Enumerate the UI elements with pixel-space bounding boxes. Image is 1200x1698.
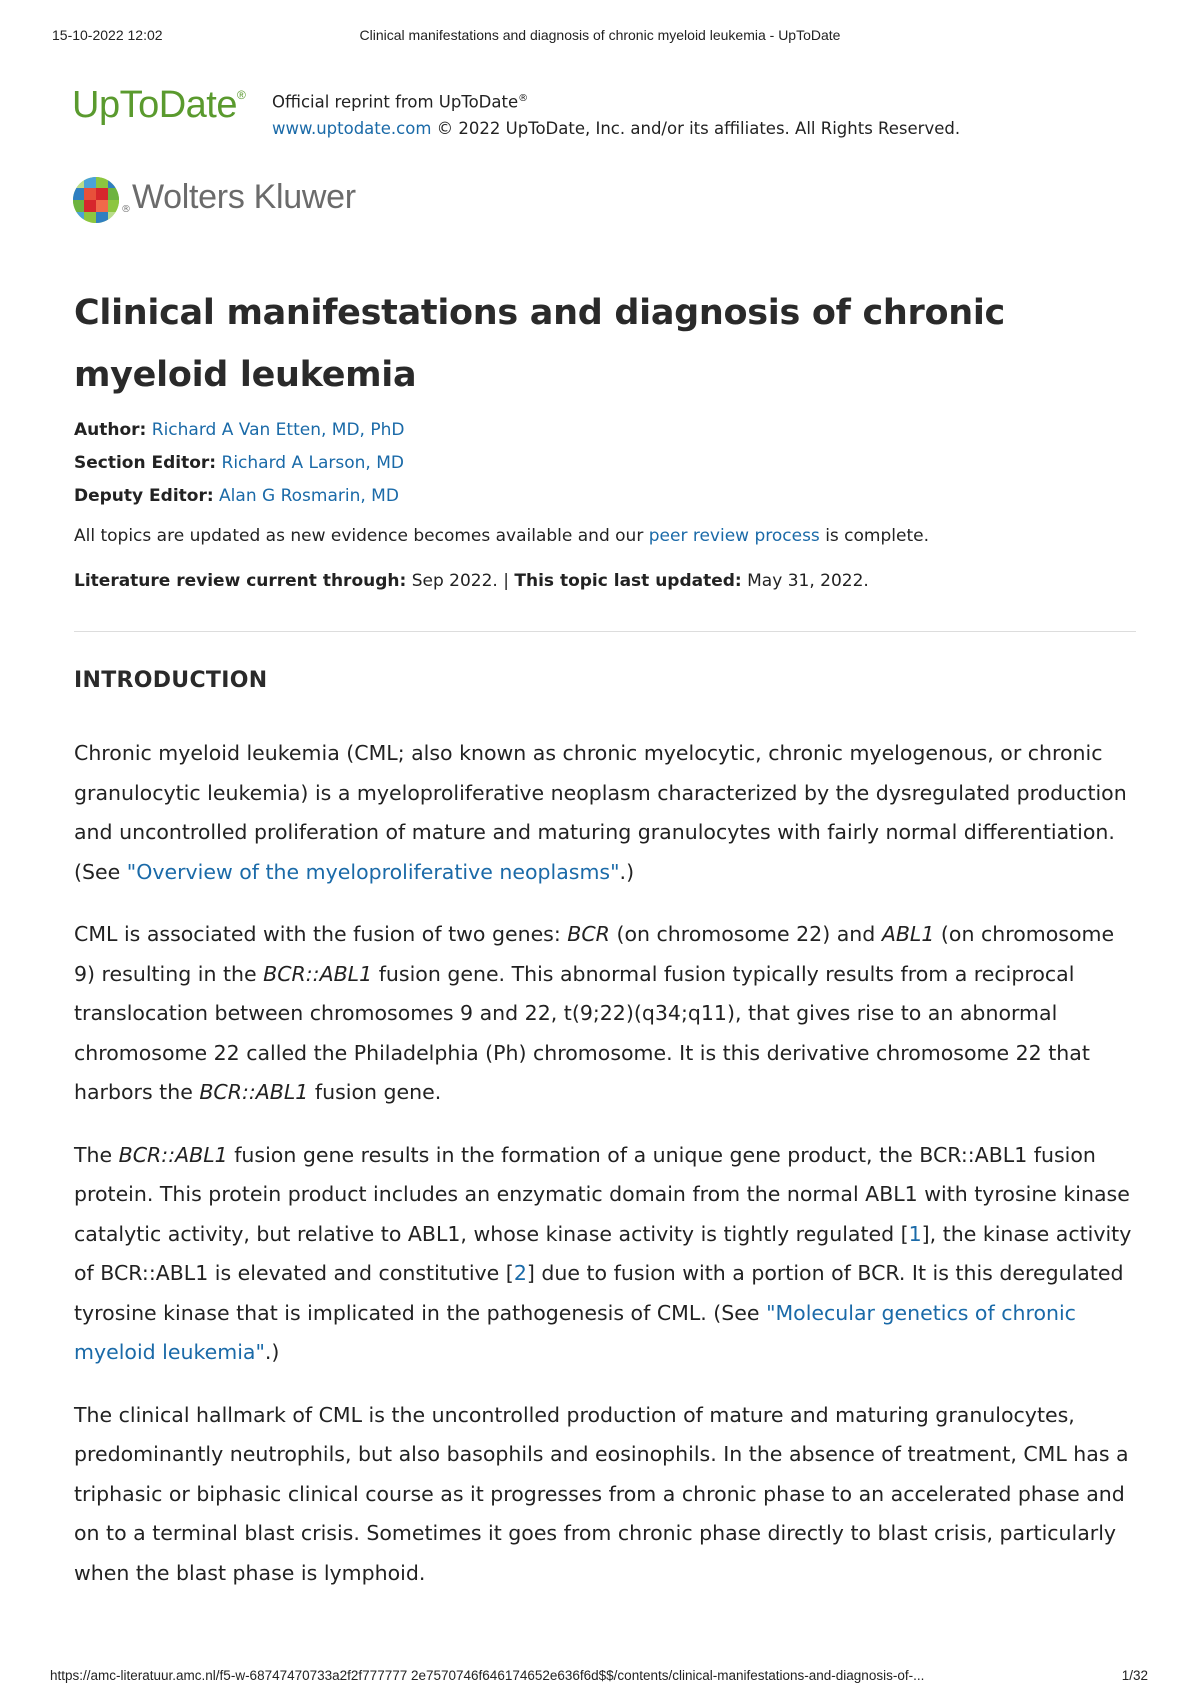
last-updated-label: This topic last updated: [514, 571, 742, 591]
intro-paragraph-1 [74, 734, 1136, 892]
mpn-overview-link[interactable]: "Overview of the myeloproliferative neoplasms" [126, 859, 620, 884]
wolters-kluwer-mosaic-icon [72, 176, 120, 224]
reference-link-1[interactable]: 1 [908, 1221, 922, 1246]
author-line [74, 414, 1136, 447]
peer-review-link[interactable]: peer review process [648, 526, 820, 546]
gene-bcr-abl1: BCR::ABL1 [118, 1142, 228, 1167]
lit-review-value: Sep 2022. [411, 571, 498, 591]
reprint-banner [72, 80, 1132, 140]
intro-p2-text: fusion gene. This abnormal fusion typically results from a reciprocal translocation between chromosomes 9 and 22, t(9;22)(q34;q11), that gives rise to an abnormal chromosome 22 called the Philadelphia (Ph) chromosome. It is this derivative chromosome 22 that harbors the [74, 961, 1090, 1104]
review-dates [74, 569, 1136, 593]
lit-review-label: Literature review current through: [74, 571, 407, 591]
gene-abl1: ABL1 [881, 922, 935, 946]
intro-p3-text: fusion gene results in the formation of a unique gene product, the BCR::ABL1 fusion protein. This protein product includes an enzymatic domain from the normal ABL1 with tyrosine kinase catalytic activity, but relative to ABL1, whose kinase activity is tightly regulated [ [74, 1142, 1130, 1246]
print-header [52, 27, 1148, 47]
print-url: https://amc-literatuur.amc.nl/f5-w-68747470733a2f2f777777 2e7570746f646174652e636f6d$$/contents/clinical-manifestations-and-diagnosis-of-... [50, 1668, 925, 1683]
intro-p1-end: .) [619, 859, 635, 884]
page-number: 1/32 [1121, 1668, 1148, 1683]
section-editor-link[interactable]: Richard A Larson, MD [221, 453, 404, 473]
deputy-editor-label: Deputy Editor: [74, 486, 214, 506]
publisher-mark: ® [121, 204, 131, 215]
molecular-genetics-link[interactable]: "Molecular genetics of chronic myeloid leukemia" [74, 1300, 1076, 1364]
reprint-notice [272, 86, 960, 142]
intro-paragraph-4: The clinical hallmark of CML is the uncontrolled production of mature and maturing granulocytes, predominantly neutrophils, but also basophils and eosinophils. In the absence of treatment, CML has a triphasic or biphasic clinical course as it progresses from a chronic phase to an accelerated phase and on to a terminal blast crisis. Sometimes it goes from chronic phase directly to blast crisis, particularly when the blast phase is lymphoid. [74, 1402, 1129, 1585]
intro-p2-text: fusion gene. [314, 1080, 442, 1104]
update-policy-end: is complete. [825, 526, 929, 546]
update-policy [74, 524, 1136, 548]
last-updated-value: May 31, 2022. [747, 571, 869, 591]
intro-p3-text: ] due to fusion with a portion of BCR. It is this deregulated tyrosine kinase that is implicated in the pathogenesis of CML. (See [74, 1261, 1124, 1325]
update-policy-text: All topics are updated as new evidence becomes available and our [74, 526, 644, 546]
gene-bcr: BCR [567, 922, 610, 946]
uptodate-logo-text: UpToDate [72, 84, 237, 126]
review-divider: | [503, 571, 509, 591]
intro-p1-text: Chronic myeloid leukemia (CML; also known as chronic myelocytic, chronic myelogenous, or chronic granulocytic leukemia) is a myeloproliferative neoplasm characterized by the dysregulated production and uncontrolled proliferation of mature and maturing granulocytes with fairly normal differentiation. (See [74, 741, 1127, 884]
reprint-mark: ® [518, 93, 529, 104]
gene-bcr-abl1: BCR::ABL1 [199, 1080, 309, 1104]
section-divider [74, 631, 1136, 632]
print-datetime: 15-10-2022 12:02 [52, 27, 163, 43]
intro-p2-text: (on chromosome 22) and [616, 922, 876, 946]
intro-p3-text: ], the kinase activity of BCR::ABL1 is elevated and constitutive [ [74, 1221, 1132, 1285]
deputy-editor-link[interactable]: Alan G Rosmarin, MD [219, 486, 399, 506]
author-link[interactable]: Richard A Van Etten, MD, PhD [151, 420, 405, 440]
intro-paragraph-2 [74, 915, 1136, 1113]
article-title: Clinical manifestations and diagnosis of chronic myeloid leukemia [74, 293, 1005, 395]
section-editor-line [74, 447, 1136, 480]
uptodate-logo-mark: ® [236, 88, 246, 102]
publisher-name: Wolters Kluwer [132, 178, 356, 216]
author-label: Author: [74, 420, 147, 440]
intro-p3-end: .) [264, 1340, 280, 1364]
article-credits [74, 414, 1136, 513]
intro-p2-text: (on chromosome 9) resulting in the [74, 922, 1115, 986]
gene-bcr-abl1: BCR::ABL1 [263, 961, 373, 986]
intro-p2-text: CML is associated with the fusion of two genes: [74, 922, 561, 946]
section-editor-label: Section Editor: [74, 453, 217, 473]
print-page-title: Clinical manifestations and diagnosis of chronic myeloid leukemia - UpToDate [359, 27, 841, 43]
copyright-text: © 2022 UpToDate, Inc. and/or its affiliates. All Rights Reserved. [436, 118, 961, 138]
introduction-heading: INTRODUCTION [74, 668, 268, 693]
wolters-kluwer-logo [72, 174, 392, 230]
uptodate-site-link[interactable]: www.uptodate.com [272, 118, 432, 138]
reprint-text: Official reprint from UpToDate [272, 92, 519, 112]
intro-paragraph-3 [74, 1136, 1136, 1373]
article [74, 282, 1136, 1593]
deputy-editor-line [74, 480, 1136, 513]
intro-p3-text: The [74, 1142, 113, 1167]
reference-link-2[interactable]: 2 [513, 1261, 527, 1285]
uptodate-logo [72, 84, 245, 127]
